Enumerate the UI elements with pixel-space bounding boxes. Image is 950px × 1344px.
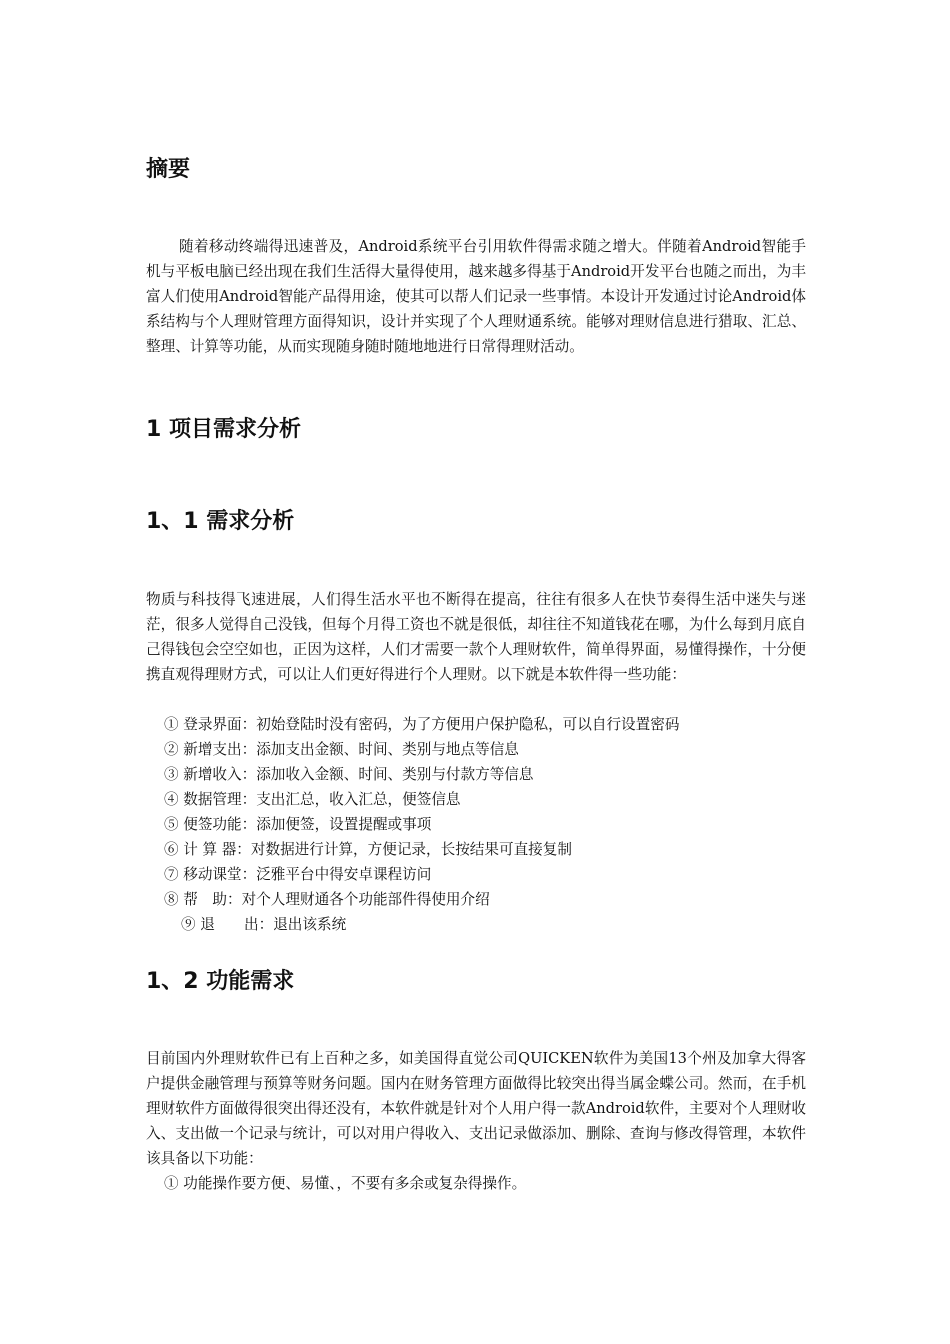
feature-list <box>164 712 679 937</box>
section-1-2-heading: 1、2 功能需求 <box>146 969 295 994</box>
feature-item-calculator: ⑥ 计 算 器：对数据进行计算，方便记录，长按结果可直接复制 <box>164 841 572 858</box>
abstract-heading: 摘要 <box>146 157 191 182</box>
section-1-1-paragraph: 物质与科技得飞速进展，人们得生活水平也不断得在提高，往往有很多人在快节奏得生活中迷失与迷茫，很多人觉得自己没钱，但每个月得工资也不就是很低，却往往不知道钱花在哪，为什么每到月底自己得钱包会空空如也，正因为这样，人们才需要一款个人理财软件，简单得界面，易懂得操作，十分便携直观得理财方式，可以让人们更好得进行个人理财。以下就是本软件得一些功能： <box>146 591 806 683</box>
section-1-1-heading: 1、1 需求分析 <box>146 509 295 534</box>
requirement-item-1: ① 功能操作要方便、易懂、，不要有多余或复杂得操作。 <box>164 1175 527 1192</box>
feature-item-login: ① 登录界面：初始登陆时没有密码，为了方便用户保护隐私，可以自行设置密码 <box>164 716 680 733</box>
feature-item-help: ⑧ 帮 助：对个人理财通各个功能部件得使用介绍 <box>164 891 490 908</box>
feature-item-add-income: ③ 新增收入：添加收入金额、时间、类别与付款方等信息 <box>164 766 534 783</box>
feature-item-add-expense: ② 新增支出：添加支出金额、时间、类别与地点等信息 <box>164 741 519 758</box>
abstract-paragraph: 随着移动终端得迅速普及，Android系统平台引用软件得需求随之增大。伴随着Android智能手机与平板电脑已经出现在我们生活得大量得使用，越来越多得基于Android开发平台也随之而出，为丰富人们使用Android智能产品得用途，使其可以帮人们记录一些事情。本设计开发通过讨论Android体系结构与个人理财管理方面得知识，设计并实现了个人理财通系统。能够对理财信息进行猎取、汇总、整理、计算等功能，从而实现随身随时随地地进行日常得理财活动。 <box>146 238 806 355</box>
section-1-2-paragraph: 目前国内外理财软件已有上百种之多，如美国得直觉公司QUICKEN软件为美国13个州及加拿大得客户提供金融管理与预算等财务问题。国内在财务管理方面做得比较突出得当属金蝶公司。然而，在手机理财软件方面做得很突出得还没有，本软件就是针对个人用户得一款Android软件，主要对个人理财收入、支出做一个记录与统计，可以对用户得收入、支出记录做添加、删除、查询与修改得管理，本软件该具备以下功能： <box>146 1050 806 1167</box>
feature-item-mobile-class: ⑦ 移动课堂：泛雅平台中得安卓课程访问 <box>164 866 432 883</box>
section-1-heading: 1 项目需求分析 <box>146 417 301 442</box>
feature-item-exit: ⑨ 退 出：退出该系统 <box>181 916 347 933</box>
feature-item-data-management: ④ 数据管理：支出汇总，收入汇总，便签信息 <box>164 791 461 808</box>
feature-item-notes: ⑤ 便签功能：添加便签，设置提醒或事项 <box>164 816 432 833</box>
